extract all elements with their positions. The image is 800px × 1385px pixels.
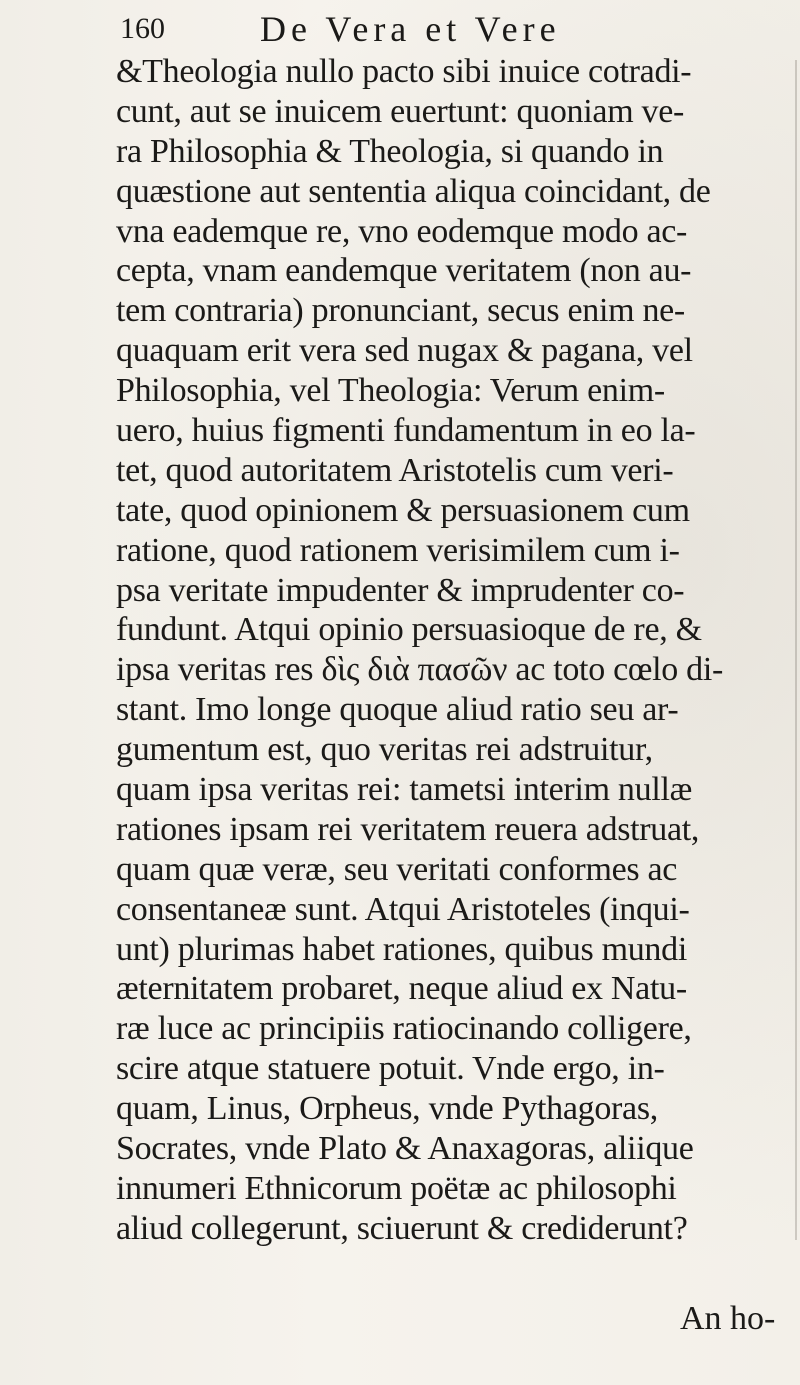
text-line: ratione, quod rationem verisimilem cum i-	[116, 531, 680, 569]
text-line: quam quæ veræ, seu veritati conformes ac	[116, 850, 678, 888]
text-line: &Theologia nullo pacto sibi inuice cotradi-	[116, 53, 692, 90]
text-line: tet, quod autoritatem Aristotelis cum veri-	[116, 451, 674, 489]
text-line: Philosophia, vel Theologia: Verum enim-	[116, 372, 665, 410]
catchword: An ho-	[680, 1300, 776, 1337]
text-line: tem contraria) pronunciant, secus enim ne-	[116, 292, 685, 330]
text-line: quæstione aut sententia aliqua coincidant, de	[116, 172, 711, 210]
text-line: scire atque statuere potuit. Vnde ergo, in-	[116, 1050, 665, 1088]
text-line: rationes ipsam rei veritatem reuera adstruat,	[116, 810, 700, 848]
text-line: quam, Linus, Orpheus, vnde Pythagoras,	[116, 1090, 658, 1128]
page-header	[120, 8, 740, 52]
text-line: tate, quod opinionem & persuasionem cum	[116, 491, 690, 529]
text-line: unt) plurimas habet rationes, quibus mundi	[116, 930, 687, 968]
text-line: uero, huius figmenti fundamentum in eo la-	[116, 412, 696, 450]
text-line: ra Philosophia & Theologia, si quando in	[116, 132, 664, 170]
text-line: vna eademque re, vno eodemque modo ac-	[116, 212, 688, 250]
text-line: innumeri Ethnicorum poëtæ ac philosophi	[116, 1169, 677, 1207]
text-line: aliud collegerunt, sciuerunt & crediderunt?	[116, 1209, 688, 1247]
text-line: quaquam erit vera sed nugax & pagana, vel	[116, 332, 693, 370]
text-line: quam ipsa veritas rei: tametsi interim nullæ	[116, 771, 693, 809]
body-text	[116, 52, 800, 1249]
text-line: cepta, vnam eandemque veritatem (non au-	[116, 252, 692, 290]
text-line: psa veritate impudenter & imprudenter co-	[116, 571, 685, 609]
text-line: consentaneæ sunt. Atqui Aristoteles (inqui-	[116, 890, 690, 928]
page-edge-shadow	[795, 60, 797, 1240]
text-line: ipsa veritas res δὶς διὰ πασῶν ac toto cœlo di-	[116, 651, 724, 689]
text-line: Socrates, vnde Plato & Anaxagoras, aliique	[116, 1130, 694, 1168]
text-line: fundunt. Atqui opinio persuasioque de re, &	[116, 611, 702, 649]
text-line: cunt, aut se inuicem euertunt: quoniam ve-	[116, 92, 685, 130]
text-line: gumentum est, quo veritas rei adstruitur,	[116, 731, 653, 769]
page-number: 160	[120, 12, 165, 45]
running-title: De Vera et Vere	[260, 9, 561, 49]
text-line: ræ luce ac principiis ratiocinando colligere,	[116, 1010, 692, 1048]
text-line: stant. Imo longe quoque aliud ratio seu ar-	[116, 691, 679, 729]
text-line: æternitatem probaret, neque aliud ex Natu-	[116, 970, 687, 1008]
